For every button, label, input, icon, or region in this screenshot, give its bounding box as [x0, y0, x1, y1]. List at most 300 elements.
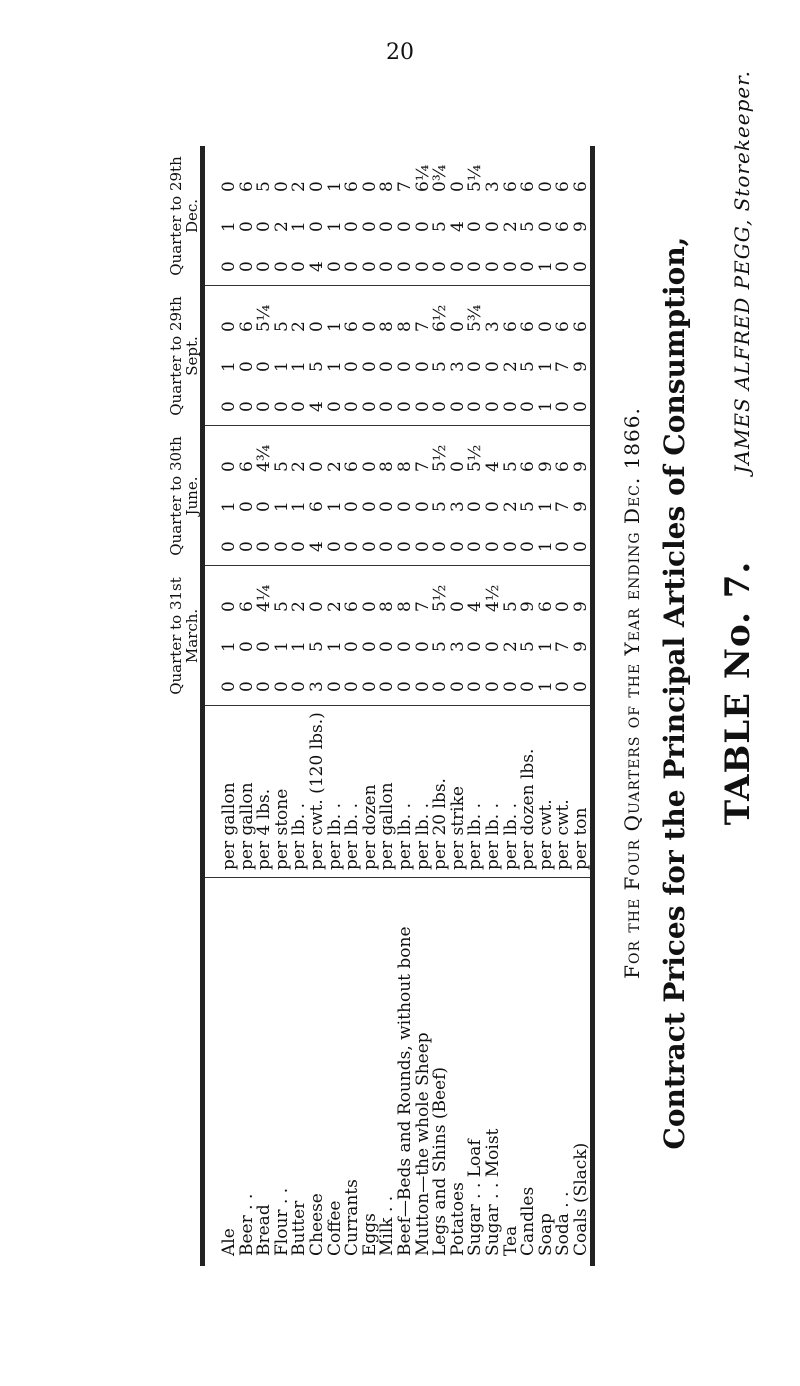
price-l: 0 — [289, 401, 310, 412]
price-d: 0 — [447, 321, 468, 332]
price-d: 6 — [518, 461, 539, 472]
price-s: 0 — [254, 221, 275, 232]
price-l: 0 — [219, 681, 239, 692]
price-l: 0 — [500, 261, 521, 272]
price-d: 6 — [342, 601, 363, 612]
price-d: 6 — [553, 321, 574, 332]
article-name: Eggs — [359, 1213, 380, 1256]
price-d: 6 — [571, 321, 591, 332]
price-s: 0 — [254, 501, 275, 512]
price-l: 0 — [412, 401, 433, 412]
price-s: 0 — [412, 641, 433, 652]
price-d: 3 — [483, 321, 503, 332]
price-d: 8 — [377, 321, 398, 332]
price-d: 4¼ — [254, 584, 275, 612]
article-name: Cheese — [307, 1193, 327, 1256]
price-s: 0 — [236, 361, 257, 372]
price-s: 2 — [500, 641, 521, 652]
price-s: 1 — [324, 221, 345, 232]
price-d: 0 — [219, 321, 239, 332]
price-l: 0 — [395, 681, 415, 692]
unit-label: per lb. . — [500, 802, 521, 870]
price-d: 6 — [571, 181, 591, 192]
price-s: 1 — [535, 501, 556, 512]
price-l: 0 — [500, 541, 521, 552]
unit-label: per lb. . — [289, 802, 310, 870]
unit-label: per cwt. (120 lbs.) — [307, 712, 327, 870]
quarter-column-june — [205, 426, 590, 566]
price-d: 5¾ — [465, 304, 486, 332]
article-name: Beer . . — [236, 1193, 257, 1256]
price-l: 0 — [236, 681, 257, 692]
price-s: 0 — [483, 361, 503, 372]
price-s: 4 — [447, 221, 468, 232]
price-l: 0 — [571, 401, 591, 412]
price-l: 0 — [553, 681, 574, 692]
unit-label: per lb. . — [324, 802, 345, 870]
price-d: 1 — [324, 181, 345, 192]
price-d: 6 — [553, 181, 574, 192]
price-l: 0 — [571, 261, 591, 272]
price-s: 0 — [359, 221, 380, 232]
quarter-header-label: Quarter to 29th Dec. — [167, 156, 201, 276]
price-s: 3 — [447, 641, 468, 652]
price-l: 0 — [342, 261, 363, 272]
price-s: 0 — [465, 641, 486, 652]
price-l: 0 — [342, 541, 363, 552]
price-l: 0 — [483, 681, 503, 692]
price-d: 7 — [412, 461, 433, 472]
price-d: 0 — [307, 461, 327, 472]
price-l: 0 — [465, 401, 486, 412]
price-l: 0 — [500, 681, 521, 692]
article-name: Sugar . . Loaf — [465, 1139, 486, 1256]
price-l: 0 — [359, 261, 380, 272]
price-d: 0 — [447, 601, 468, 612]
price-d: 0 — [359, 181, 380, 192]
price-s: 9 — [571, 501, 591, 512]
price-s: 5 — [430, 361, 451, 372]
price-s: 5 — [307, 641, 327, 652]
price-d: 0¾ — [430, 164, 451, 192]
price-s: 0 — [483, 501, 503, 512]
price-s: 0 — [395, 501, 415, 512]
article-name: Soda . . — [553, 1191, 574, 1256]
price-s: 3 — [447, 361, 468, 372]
price-l: 0 — [395, 401, 415, 412]
price-l: 0 — [412, 541, 433, 552]
price-d: 6 — [342, 461, 363, 472]
quarter-column-march — [205, 566, 590, 706]
price-l: 0 — [219, 401, 239, 412]
price-l: 0 — [377, 261, 398, 272]
price-d: 0 — [307, 601, 327, 612]
price-l: 4 — [307, 261, 327, 272]
price-s: 2 — [500, 361, 521, 372]
price-s: 2 — [500, 501, 521, 512]
price-s: 5 — [430, 641, 451, 652]
price-l: 0 — [412, 681, 433, 692]
price-d: 5½ — [430, 444, 451, 472]
price-d: 0 — [219, 461, 239, 472]
price-s: 0 — [395, 221, 415, 232]
price-s: 5 — [518, 221, 539, 232]
price-s: 1 — [219, 641, 239, 652]
price-s: 7 — [553, 641, 574, 652]
price-d: 0 — [359, 461, 380, 472]
price-d: 4½ — [483, 584, 503, 612]
unit-label: per dozen lbs. — [518, 748, 539, 870]
price-d: 5½ — [430, 584, 451, 612]
price-d: 0 — [359, 601, 380, 612]
price-s: 1 — [271, 361, 292, 372]
price-l: 0 — [395, 261, 415, 272]
price-d: 6 — [553, 461, 574, 472]
price-s: 0 — [377, 361, 398, 372]
price-d: 2 — [289, 321, 310, 332]
unit-label: per cwt. — [535, 799, 556, 870]
price-d: 2 — [289, 461, 310, 472]
price-l: 0 — [412, 261, 433, 272]
price-l: 0 — [518, 681, 539, 692]
price-d: 8 — [395, 601, 415, 612]
table-number: TABLE No. 7. — [718, 560, 758, 826]
price-s: 9 — [571, 641, 591, 652]
price-s: 0 — [359, 641, 380, 652]
price-table — [200, 146, 595, 1266]
article-name: Bread — [254, 1204, 275, 1256]
price-d: 8 — [377, 461, 398, 472]
unit-label: per 4 lbs. — [254, 788, 275, 870]
price-d: 6 — [518, 181, 539, 192]
price-l: 0 — [377, 401, 398, 412]
table-subtitle: For the Four Quarters of the Year ending Dec. 1866. — [620, 407, 644, 979]
price-d: 5¼ — [254, 304, 275, 332]
article-name: Candles — [518, 1186, 539, 1256]
price-s: 1 — [324, 641, 345, 652]
unit-label: per ton — [571, 807, 591, 870]
price-s: 7 — [553, 501, 574, 512]
price-l: 0 — [236, 541, 257, 552]
price-l: 0 — [447, 401, 468, 412]
article-name: Currants — [342, 1179, 363, 1256]
price-l: 0 — [359, 681, 380, 692]
price-d: 6 — [236, 181, 257, 192]
price-l: 0 — [254, 541, 275, 552]
price-s: 0 — [342, 501, 363, 512]
price-d: 4 — [483, 461, 503, 472]
price-l: 0 — [553, 261, 574, 272]
price-l: 0 — [447, 261, 468, 272]
price-l: 0 — [359, 401, 380, 412]
price-d: 0 — [447, 181, 468, 192]
article-name: Coals (Slack) — [571, 1142, 591, 1256]
price-l: 0 — [447, 681, 468, 692]
price-s: 1 — [289, 361, 310, 372]
price-l: 0 — [324, 541, 345, 552]
unit-label: per gallon — [219, 782, 239, 870]
price-s: 1 — [219, 361, 239, 372]
price-s: 0 — [254, 641, 275, 652]
price-s: 1 — [289, 501, 310, 512]
price-d: 9 — [535, 461, 556, 472]
price-l: 0 — [359, 541, 380, 552]
price-s: 0 — [254, 361, 275, 372]
price-d: 6 — [236, 461, 257, 472]
articles-column — [205, 878, 590, 1266]
price-l: 0 — [571, 541, 591, 552]
price-s: 0 — [377, 221, 398, 232]
price-l: 1 — [535, 681, 556, 692]
price-s: 0 — [236, 221, 257, 232]
price-d: 0 — [359, 321, 380, 332]
price-d: 9 — [518, 601, 539, 612]
article-name: Flour . . — [271, 1187, 292, 1256]
price-l: 0 — [465, 261, 486, 272]
price-d: 0 — [307, 181, 327, 192]
price-s: 0 — [465, 221, 486, 232]
price-d: 0 — [219, 181, 239, 192]
unit-label: per gallon — [377, 782, 398, 870]
price-l: 0 — [254, 681, 275, 692]
price-s: 0 — [342, 221, 363, 232]
price-d: 2 — [324, 601, 345, 612]
price-d: 8 — [377, 181, 398, 192]
price-d: 8 — [395, 321, 415, 332]
quarter-header-label: Quarter to 29th Sept. — [167, 296, 201, 416]
price-d: 5 — [500, 601, 521, 612]
price-l: 0 — [289, 681, 310, 692]
price-s: 0 — [465, 501, 486, 512]
price-l: 0 — [553, 541, 574, 552]
quarter-header-label: Quarter to 31st March. — [167, 577, 201, 695]
article-name: Milk . . — [377, 1195, 398, 1256]
price-d: 5¼ — [465, 164, 486, 192]
price-s: 0 — [359, 501, 380, 512]
price-s: 1 — [219, 501, 239, 512]
price-d: 2 — [324, 461, 345, 472]
unit-label: per lb. . — [465, 802, 486, 870]
price-l: 0 — [483, 261, 503, 272]
price-d: 4¾ — [254, 444, 275, 472]
price-s: 3 — [447, 501, 468, 512]
unit-label: per lb. . — [483, 802, 503, 870]
price-l: 0 — [483, 541, 503, 552]
price-l: 0 — [324, 401, 345, 412]
price-d: 8 — [377, 601, 398, 612]
price-d: 6 — [236, 601, 257, 612]
article-name: Soap — [535, 1213, 556, 1256]
price-l: 1 — [535, 401, 556, 412]
price-l: 0 — [571, 681, 591, 692]
price-s: 0 — [342, 641, 363, 652]
unit-label: per 20 lbs. — [430, 778, 451, 870]
price-s: 1 — [324, 501, 345, 512]
price-s: 1 — [271, 641, 292, 652]
price-d: 5½ — [465, 444, 486, 472]
price-d: 8 — [395, 461, 415, 472]
price-s: 1 — [271, 501, 292, 512]
price-s: 5 — [430, 221, 451, 232]
price-l: 0 — [377, 541, 398, 552]
price-d: 0 — [535, 181, 556, 192]
unit-label: per stone — [271, 788, 292, 870]
price-l: 0 — [395, 541, 415, 552]
price-s: 5 — [307, 361, 327, 372]
price-s: 1 — [535, 641, 556, 652]
price-l: 0 — [500, 401, 521, 412]
price-s: 0 — [377, 501, 398, 512]
price-l: 0 — [324, 261, 345, 272]
units-column — [205, 706, 590, 878]
unit-label: per strike — [447, 786, 468, 870]
unit-label: per lb. . — [395, 802, 415, 870]
price-s: 0 — [412, 501, 433, 512]
price-s: 1 — [219, 221, 239, 232]
price-l: 0 — [342, 401, 363, 412]
price-d: 0 — [307, 321, 327, 332]
table-title: Contract Prices for the Principal Articles of Consumption, — [658, 236, 691, 1150]
price-d: 0 — [553, 601, 574, 612]
price-d: 0 — [535, 321, 556, 332]
article-name: Coffee — [324, 1200, 345, 1256]
price-s: 0 — [465, 361, 486, 372]
price-l: 0 — [254, 401, 275, 412]
price-l: 0 — [430, 681, 451, 692]
price-s: 9 — [571, 221, 591, 232]
price-s: 7 — [553, 361, 574, 372]
unit-label: per lb. . — [342, 802, 363, 870]
price-s: 0 — [535, 221, 556, 232]
price-d: 6 — [342, 181, 363, 192]
price-d: 7 — [412, 321, 433, 332]
price-d: 5 — [271, 321, 292, 332]
price-l: 0 — [219, 261, 239, 272]
article-name: Sugar . . Moist — [483, 1128, 503, 1256]
price-l: 0 — [518, 401, 539, 412]
quarter-header-label: Quarter to 30th June. — [167, 436, 201, 556]
price-s: 5 — [518, 501, 539, 512]
article-name: Ale — [219, 1228, 239, 1256]
price-s: 0 — [307, 221, 327, 232]
price-d: 6 — [500, 321, 521, 332]
quarter-column-december — [205, 146, 590, 286]
price-l: 0 — [254, 261, 275, 272]
price-s: 0 — [395, 361, 415, 372]
price-d: 2 — [289, 181, 310, 192]
quarter-column-september — [205, 286, 590, 426]
price-l: 0 — [236, 401, 257, 412]
price-l: 0 — [518, 261, 539, 272]
price-d: 6 — [342, 321, 363, 332]
price-d: 6¼ — [412, 164, 433, 192]
price-d: 7 — [412, 601, 433, 612]
page-number: 20 — [386, 40, 414, 65]
price-l: 0 — [447, 541, 468, 552]
price-d: 9 — [571, 461, 591, 472]
unit-label: per dozen — [359, 784, 380, 870]
article-name: Beef—Beds and Rounds, without bone — [395, 926, 415, 1256]
price-d: 6 — [500, 181, 521, 192]
price-d: 6 — [236, 321, 257, 332]
price-s: 5 — [518, 361, 539, 372]
price-l: 0 — [430, 401, 451, 412]
article-name: Butter — [289, 1200, 310, 1256]
price-d: 6½ — [430, 304, 451, 332]
price-s: 0 — [412, 361, 433, 372]
price-l: 0 — [377, 681, 398, 692]
price-s: 6 — [553, 221, 574, 232]
price-s: 2 — [500, 221, 521, 232]
article-name: Potatoes — [447, 1182, 468, 1256]
price-d: 2 — [289, 601, 310, 612]
price-d: 7 — [395, 181, 415, 192]
price-l: 0 — [289, 261, 310, 272]
price-l: 1 — [535, 541, 556, 552]
price-l: 0 — [289, 541, 310, 552]
price-s: 2 — [271, 221, 292, 232]
price-l: 0 — [430, 541, 451, 552]
price-s: 1 — [289, 641, 310, 652]
price-l: 0 — [465, 681, 486, 692]
price-l: 3 — [307, 681, 327, 692]
price-l: 0 — [465, 541, 486, 552]
price-d: 3 — [483, 181, 503, 192]
price-s: 5 — [518, 641, 539, 652]
price-d: 0 — [271, 181, 292, 192]
price-s: 0 — [483, 221, 503, 232]
article-name: Tea — [500, 1225, 521, 1256]
price-s: 0 — [236, 501, 257, 512]
price-l: 4 — [307, 401, 327, 412]
price-d: 6 — [518, 321, 539, 332]
price-l: 0 — [271, 541, 292, 552]
price-s: 0 — [359, 361, 380, 372]
price-d: 0 — [447, 461, 468, 472]
price-l: 0 — [236, 261, 257, 272]
price-d: 0 — [219, 601, 239, 612]
price-l: 4 — [307, 541, 327, 552]
price-s: 0 — [377, 641, 398, 652]
price-d: 5 — [500, 461, 521, 472]
price-l: 1 — [535, 261, 556, 272]
price-s: 0 — [395, 641, 415, 652]
price-d: 5 — [271, 461, 292, 472]
price-s: 6 — [307, 501, 327, 512]
price-d: 1 — [324, 321, 345, 332]
price-d: 9 — [571, 601, 591, 612]
price-s: 0 — [412, 221, 433, 232]
unit-label: per gallon — [236, 782, 257, 870]
article-name: Legs and Shins (Beef) — [430, 1066, 451, 1256]
price-d: 5 — [271, 601, 292, 612]
price-s: 1 — [324, 361, 345, 372]
price-l: 0 — [271, 681, 292, 692]
price-s: 1 — [535, 361, 556, 372]
price-s: 0 — [483, 641, 503, 652]
price-l: 0 — [518, 541, 539, 552]
price-d: 6 — [535, 601, 556, 612]
unit-label: per cwt. — [553, 799, 574, 870]
price-l: 0 — [324, 681, 345, 692]
price-l: 0 — [271, 401, 292, 412]
price-l: 0 — [342, 681, 363, 692]
price-d: 4 — [465, 601, 486, 612]
price-l: 0 — [483, 401, 503, 412]
price-l: 0 — [219, 541, 239, 552]
price-l: 0 — [553, 401, 574, 412]
price-s: 0 — [236, 641, 257, 652]
